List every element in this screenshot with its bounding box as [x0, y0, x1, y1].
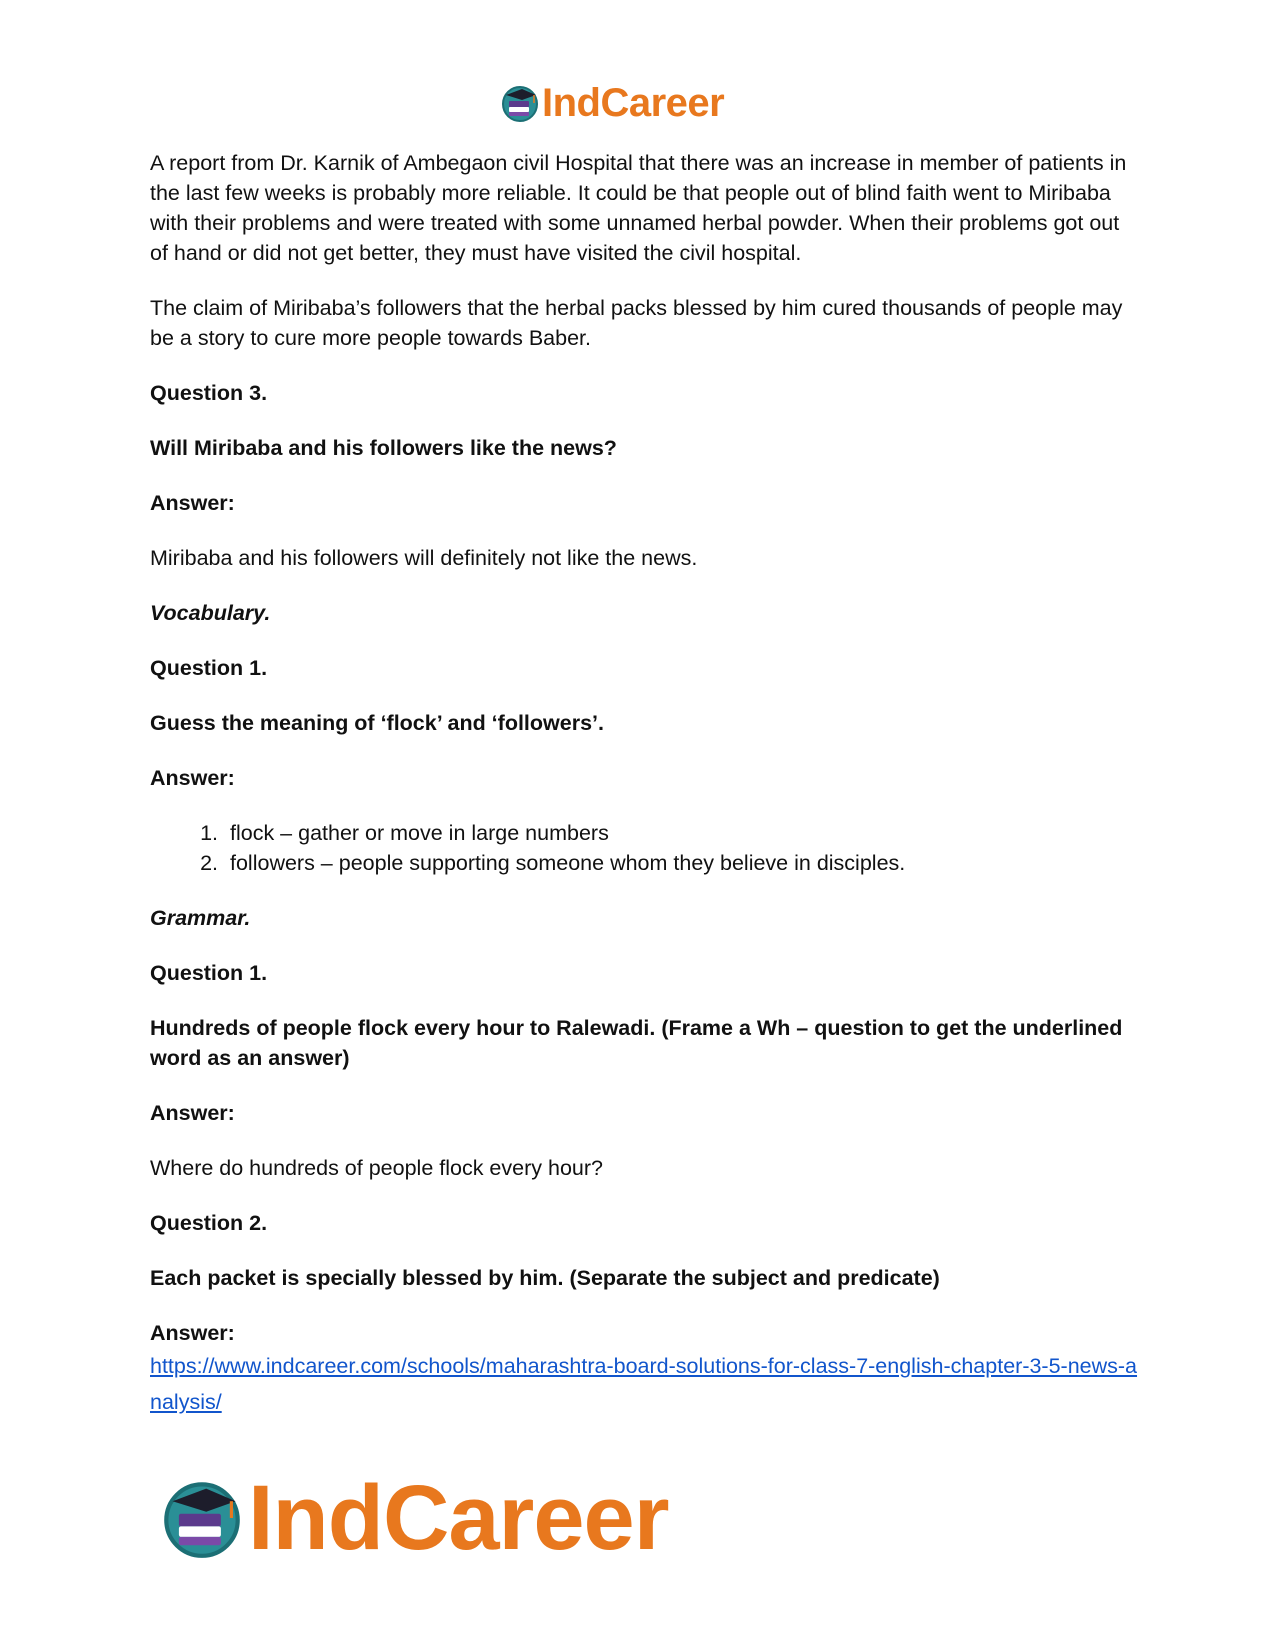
graduation-cap-globe-icon — [500, 83, 540, 123]
question-label: Question 2. — [150, 1211, 268, 1235]
answer-text: Where do hundreds of people flock every hour? — [150, 1156, 603, 1180]
answer-text: Miribaba and his followers will definitely not like the news. — [150, 546, 698, 570]
footer-logo — [160, 1468, 669, 1568]
header-logo — [500, 80, 724, 126]
section-heading-grammar: Grammar. — [150, 906, 251, 930]
question-label: Question 1. — [150, 961, 268, 985]
answer-label: Answer: — [150, 491, 235, 515]
list-item: 2. followers – people supporting someone whom they believe in disciples. — [224, 848, 1140, 878]
question-text: Each packet is specially blessed by him. (Separate the subject and predicate) — [150, 1266, 940, 1290]
graduation-cap-globe-icon — [160, 1476, 244, 1560]
question-label: Question 1. — [150, 656, 268, 680]
answer-label: Answer: — [150, 1321, 235, 1345]
paragraph: A report from Dr. Karnik of Ambegaon civil Hospital that there was an increase in member of patients in the last few weeks is probably more reliable. It could be that people out of blind faith went to Miribaba with their problems and were treated with some unnamed herbal powder. When their problems got out of hand or did not get better, they must have visited the civil hospital. — [150, 151, 1127, 265]
logo-text: IndCareer — [248, 1467, 669, 1569]
document-body — [150, 148, 1140, 1420]
question-label: Question 3. — [150, 381, 268, 405]
definition-list — [150, 818, 1140, 878]
paragraph: The claim of Miribaba’s followers that the herbal packs blessed by him cured thousands of people may be a story to cure more people towards Baber. — [150, 296, 1123, 350]
answer-label: Answer: — [150, 766, 235, 790]
logo-text: IndCareer — [542, 81, 725, 125]
source-link[interactable]: https://www.indcareer.com/schools/maharashtra-board-solutions-for-class-7-english-chapter-3-5-news-analysis/ — [150, 1354, 1138, 1414]
section-heading-vocabulary: Vocabulary. — [150, 601, 271, 625]
question-text: Will Miribaba and his followers like the news? — [150, 436, 617, 460]
answer-label: Answer: — [150, 1101, 235, 1125]
list-item: 1. flock – gather or move in large numbers — [224, 818, 1140, 848]
question-text: Guess the meaning of ‘flock’ and ‘followers’. — [150, 711, 604, 735]
question-text: Hundreds of people flock every hour to Ralewadi. (Frame a Wh – question to get the underlined word as an answer) — [150, 1016, 1123, 1070]
